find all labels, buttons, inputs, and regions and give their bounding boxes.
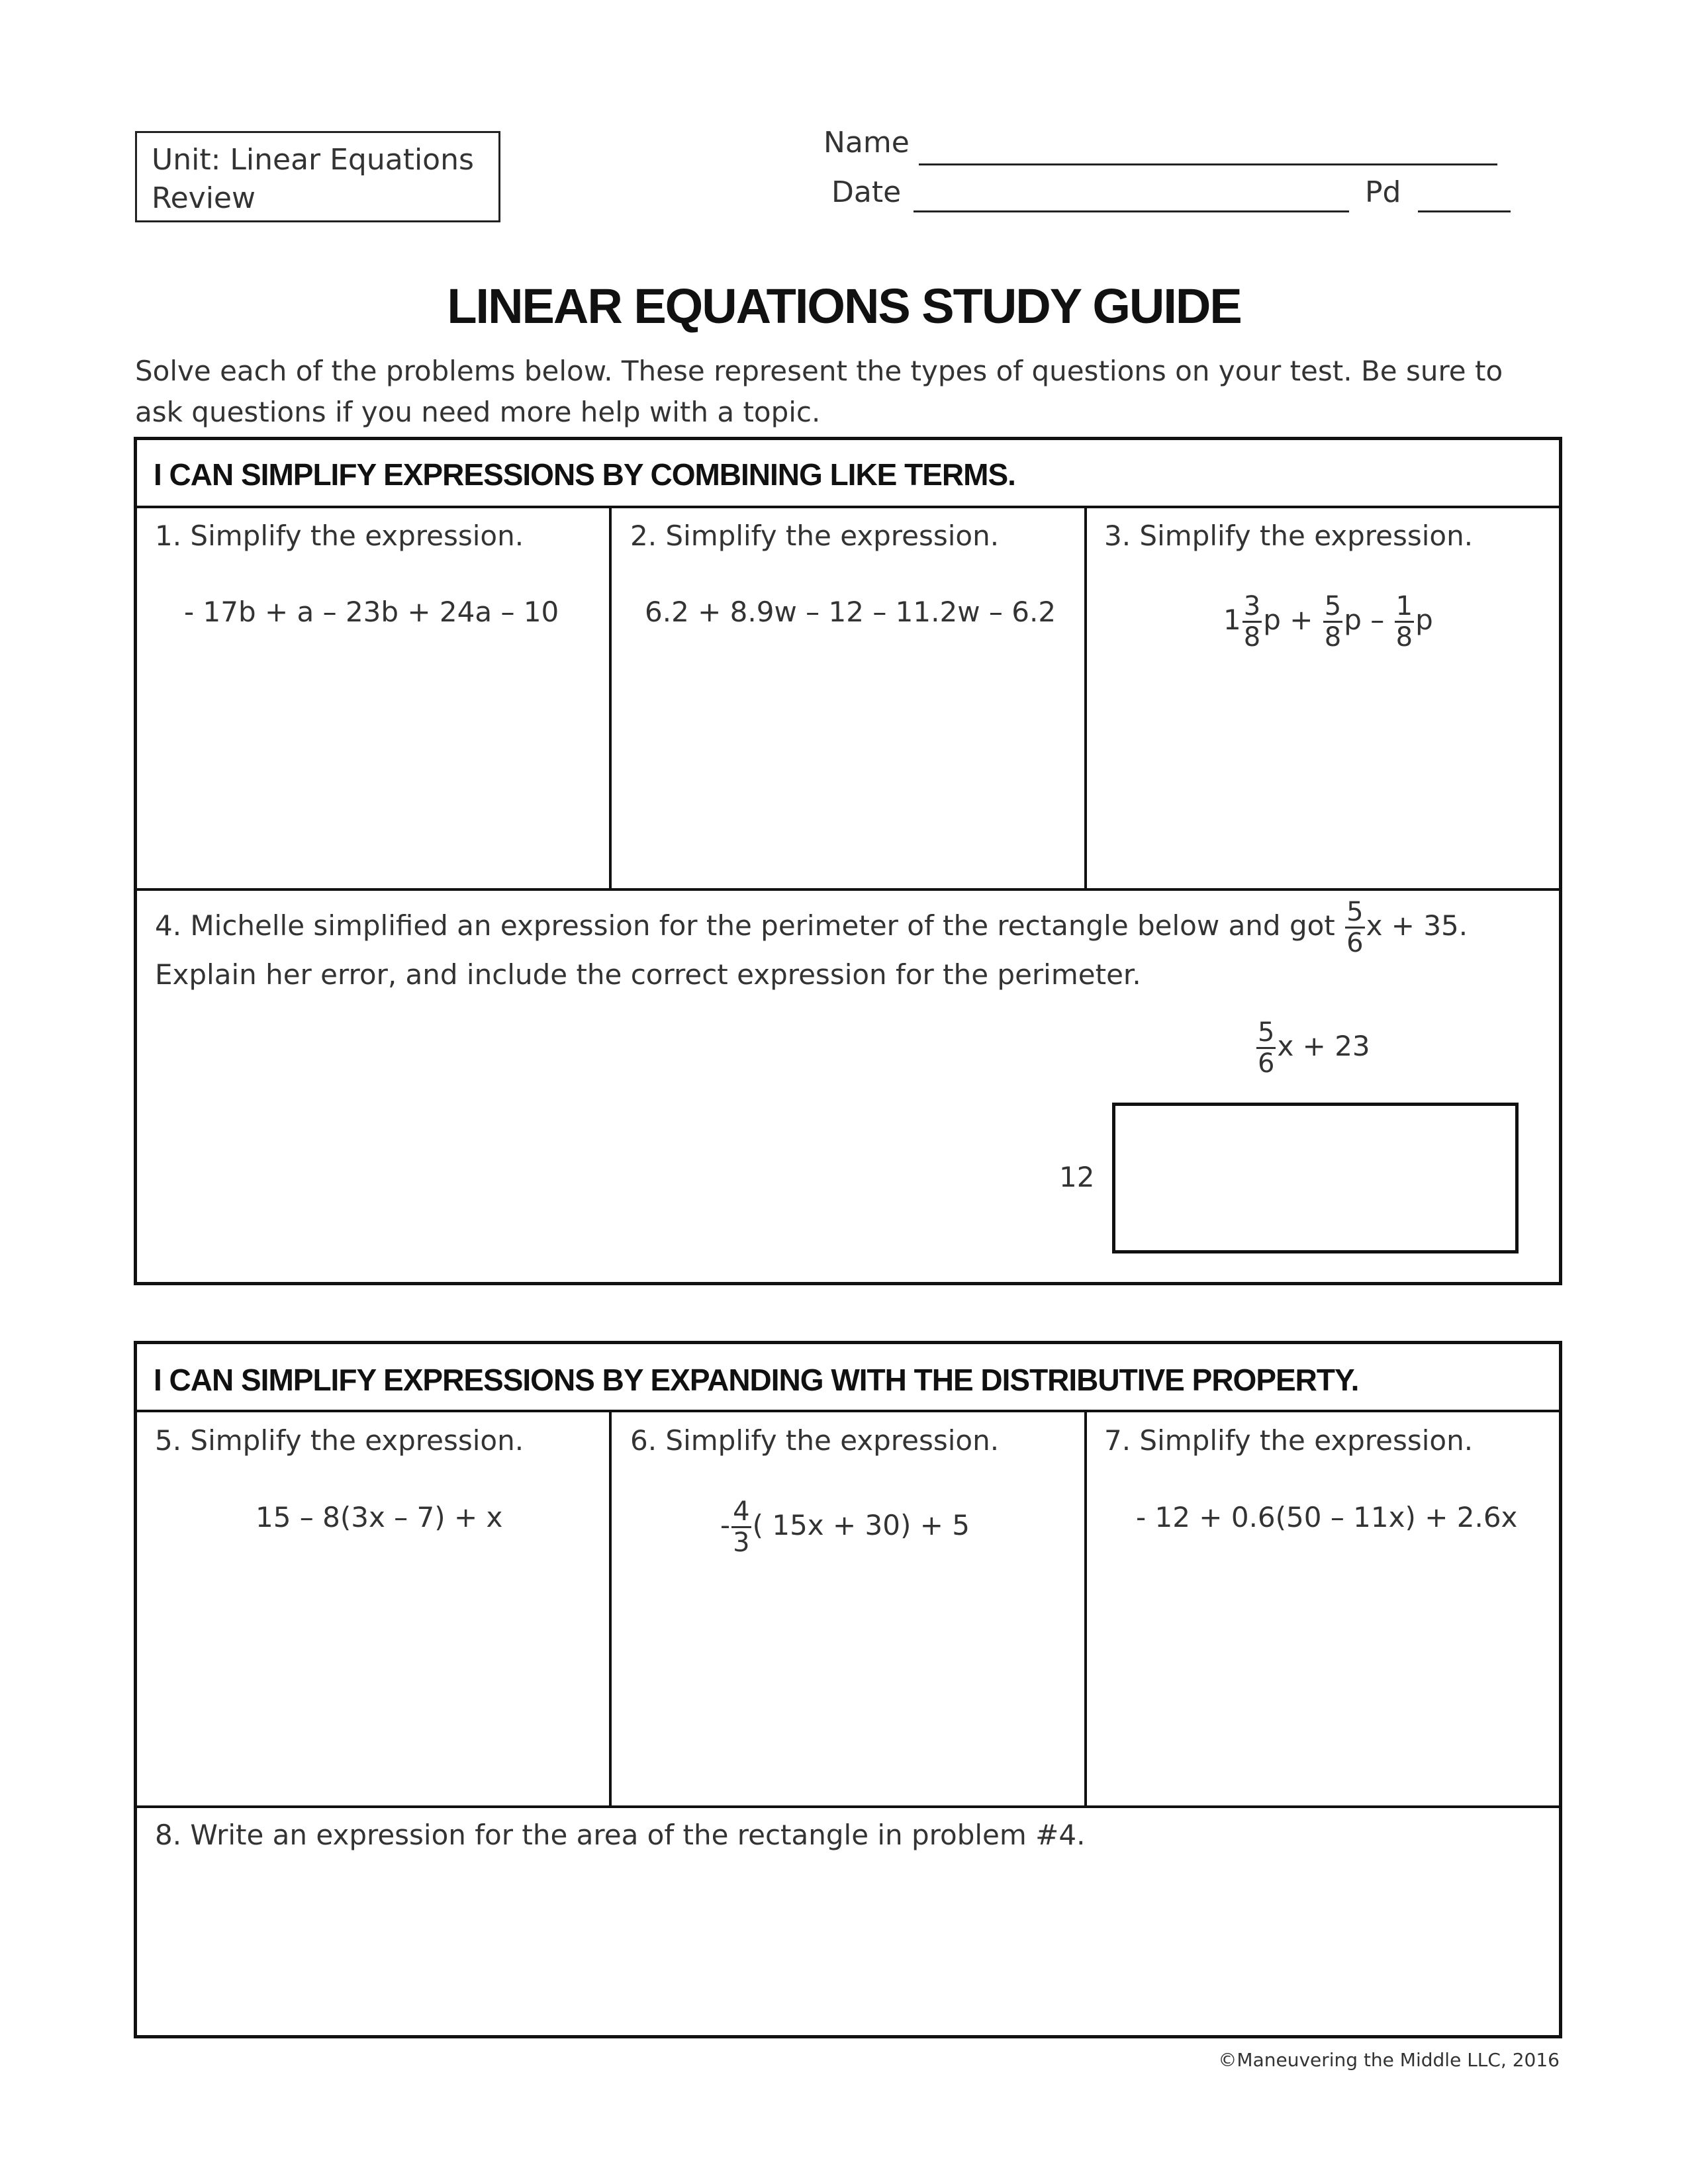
page-title: LINEAR EQUATIONS STUDY GUIDE bbox=[447, 279, 1241, 334]
whole-number: 1 bbox=[1223, 604, 1241, 636]
divider bbox=[609, 506, 612, 891]
problem-3-prompt: 3. Simplify the expression. bbox=[1104, 520, 1474, 552]
numerator: 5 bbox=[1324, 591, 1342, 621]
numerator: 5 bbox=[1346, 897, 1364, 927]
operator: + bbox=[1289, 604, 1313, 636]
variable: p bbox=[1415, 604, 1433, 636]
numerator: 3 bbox=[1243, 591, 1261, 621]
rectangle-side-label: 12 bbox=[1059, 1161, 1095, 1193]
problem-6-prompt: 6. Simplify the expression. bbox=[630, 1424, 1000, 1457]
fraction bbox=[1323, 593, 1342, 651]
pd-field[interactable] bbox=[1418, 210, 1511, 212]
problem-8-answer-area[interactable] bbox=[155, 1866, 1538, 2025]
instructions: Solve each of the problems below. These represent the types of questions on your test. Be sure to ask questions if you need more help with a topic. bbox=[135, 355, 1503, 428]
problem-6-answer-area[interactable] bbox=[630, 1569, 1067, 1794]
divider bbox=[1084, 506, 1087, 891]
name-label: Name bbox=[823, 126, 910, 159]
problem-4-prompt bbox=[155, 899, 1468, 956]
fraction bbox=[1243, 593, 1262, 651]
variable: p bbox=[1344, 604, 1362, 636]
denominator: 6 bbox=[1258, 1048, 1275, 1079]
unit-box bbox=[135, 131, 500, 222]
denominator: 8 bbox=[1324, 622, 1342, 653]
rectangle-top-label bbox=[1255, 1019, 1370, 1077]
name-field[interactable] bbox=[919, 163, 1497, 165]
divider bbox=[134, 506, 1562, 508]
numerator: 1 bbox=[1395, 591, 1413, 621]
problem-2-prompt: 2. Simplify the expression. bbox=[630, 520, 1000, 552]
variable: p bbox=[1263, 604, 1281, 636]
sign: - bbox=[720, 1509, 731, 1541]
divider bbox=[134, 1805, 1562, 1808]
denominator: 6 bbox=[1346, 928, 1364, 958]
fraction bbox=[1345, 899, 1364, 956]
problem-6-expression bbox=[720, 1498, 970, 1556]
problem-7-prompt: 7. Simplify the expression. bbox=[1104, 1424, 1474, 1457]
problem-1-answer-area[interactable] bbox=[155, 635, 592, 874]
problem-2-answer-area[interactable] bbox=[630, 635, 1067, 874]
problem-4-answer-area[interactable] bbox=[155, 999, 1015, 1271]
problem-4-instruction: Explain her error, and include the correct expression for the perimeter. bbox=[155, 958, 1141, 991]
expression-tail: x + 23 bbox=[1277, 1030, 1370, 1062]
problem-2-expression: 6.2 + 8.9w – 12 – 11.2w – 6.2 bbox=[645, 596, 1056, 628]
fraction bbox=[1395, 593, 1414, 651]
fraction bbox=[1256, 1019, 1276, 1077]
problem-1-expression: - 17b + a – 23b + 24a – 10 bbox=[184, 596, 559, 628]
unit-label: Unit: Linear Equations bbox=[152, 143, 474, 177]
problem-4-text: 4. Michelle simplified an expression for the perimeter of the rectangle below and got bbox=[155, 909, 1335, 942]
rectangle-diagram bbox=[1112, 1103, 1519, 1253]
problem-5-answer-area[interactable] bbox=[155, 1549, 592, 1794]
problem-8-prompt: 8. Write an expression for the area of the rectangle in problem #4. bbox=[155, 1819, 1086, 1851]
section2-heading: I CAN SIMPLIFY EXPRESSIONS BY EXPANDING WITH THE DISTRIBUTIVE PROPERTY. bbox=[154, 1363, 1359, 1397]
section1-heading: I CAN SIMPLIFY EXPRESSIONS BY COMBINING LIKE TERMS. bbox=[154, 457, 1015, 492]
denominator: 8 bbox=[1395, 622, 1413, 653]
divider bbox=[134, 888, 1562, 891]
expression-tail: ( 15x + 30) + 5 bbox=[752, 1509, 970, 1541]
expression-tail: x + 35. bbox=[1366, 909, 1468, 942]
problem-7-answer-area[interactable] bbox=[1104, 1549, 1541, 1794]
unit-sublabel: Review bbox=[152, 181, 256, 215]
problem-3-answer-area[interactable] bbox=[1104, 655, 1541, 874]
denominator: 3 bbox=[733, 1527, 750, 1558]
numerator: 5 bbox=[1258, 1017, 1275, 1048]
fraction bbox=[731, 1498, 751, 1556]
divider bbox=[609, 1410, 612, 1807]
pd-label: Pd bbox=[1365, 175, 1401, 209]
operator: – bbox=[1370, 604, 1385, 636]
problem-3-expression bbox=[1223, 593, 1433, 651]
divider bbox=[134, 1410, 1562, 1412]
date-label: Date bbox=[831, 175, 902, 209]
date-field[interactable] bbox=[914, 210, 1349, 212]
denominator: 8 bbox=[1243, 622, 1261, 653]
divider bbox=[1084, 1410, 1087, 1807]
problem-7-expression: - 12 + 0.6(50 – 11x) + 2.6x bbox=[1136, 1501, 1518, 1533]
problem-1-prompt: 1. Simplify the expression. bbox=[155, 520, 524, 552]
problem-5-prompt: 5. Simplify the expression. bbox=[155, 1424, 524, 1457]
problem-5-expression: 15 – 8(3x – 7) + x bbox=[256, 1501, 503, 1533]
copyright: ©Maneuvering the Middle LLC, 2016 bbox=[1218, 2049, 1560, 2071]
numerator: 4 bbox=[733, 1496, 750, 1527]
